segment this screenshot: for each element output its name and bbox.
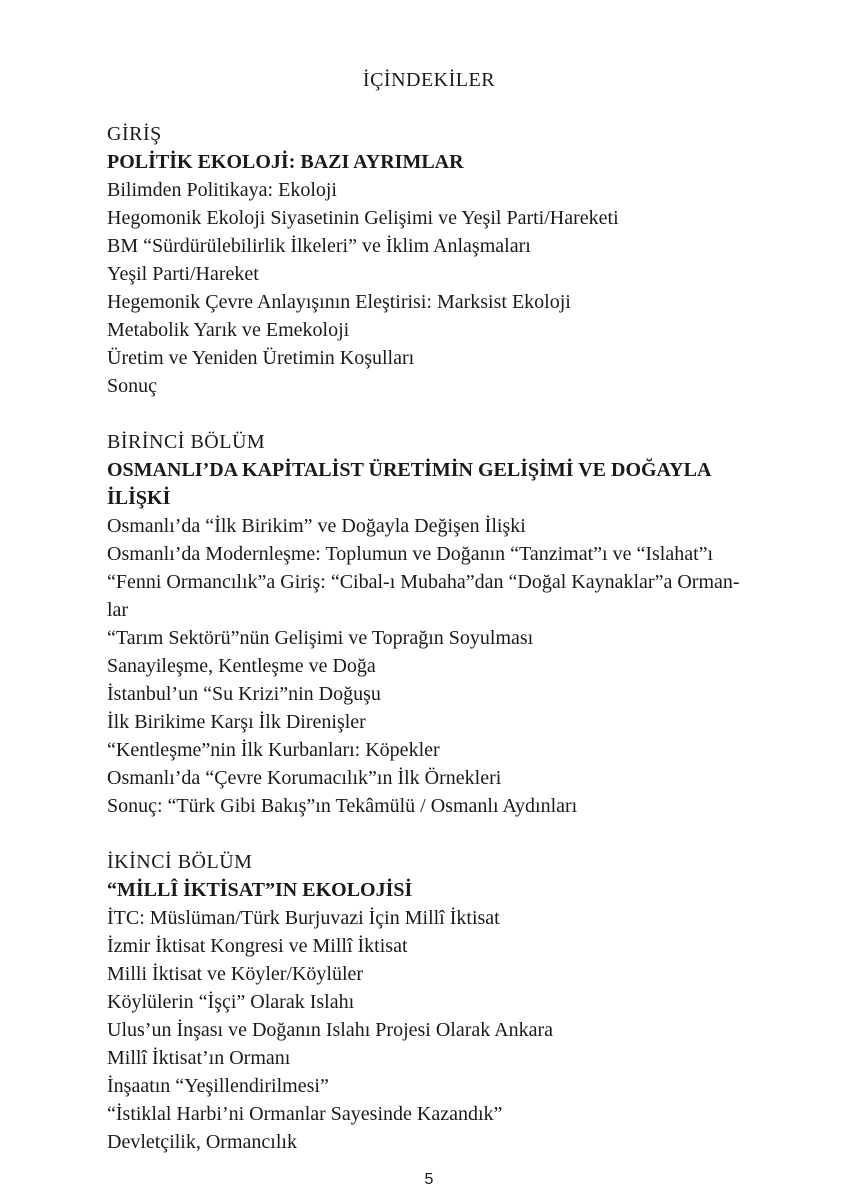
toc-entry[interactable]: Hegomonik Ekoloji Siyasetinin Gelişimi ve Yeşil Parti/Hareketi (107, 207, 619, 229)
toc-entry[interactable]: “İstiklal Harbi’ni Ormanlar Sayesinde Kazandık” (107, 1103, 503, 1125)
toc-entry[interactable]: Millî İktisat’ın Ormanı (107, 1047, 291, 1069)
section-label: İKİNCİ BÖLÜM (107, 851, 253, 873)
toc-entry[interactable]: Osmanlı’da “İlk Birikim” ve Doğayla Değişen İlişki (107, 515, 526, 537)
toc-entry[interactable]: “Fenni Ormancılık”a Giriş: “Cibal-ı Mubaha”dan “Doğal Kaynaklar”a Orman- (107, 571, 740, 593)
section-ikinci-bolum (107, 848, 787, 1156)
toc-entry[interactable]: “Tarım Sektörü”nün Gelişimi ve Toprağın Soyulması (107, 627, 534, 649)
toc-entry[interactable]: Hegemonik Çevre Anlayışının Eleştirisi: Marksist Ekoloji (107, 291, 571, 313)
toc-entry[interactable]: İnşaatın “Yeşillendirilmesi” (107, 1075, 329, 1097)
toc-entry[interactable]: BM “Sürdürülebilirlik İlkeleri” ve İklim Anlaşmaları (107, 235, 531, 257)
toc-entry[interactable]: Metabolik Yarık ve Emekoloji (107, 319, 350, 341)
toc-entry[interactable]: Ulus’un İnşası ve Doğanın Islahı Projesi Olarak Ankara (107, 1019, 554, 1041)
section-heading: POLİTİK EKOLOJİ: BAZI AYRIMLAR (107, 151, 464, 173)
section-birinci-bolum (107, 428, 787, 820)
toc-entry[interactable]: Sonuç: “Türk Gibi Bakış”ın Tekâmülü / Osmanlı Aydınları (107, 795, 578, 817)
section-label: GİRİŞ (107, 123, 162, 145)
toc-entry[interactable]: İTC: Müslüman/Türk Burjuvazi İçin Millî İktisat (107, 907, 500, 929)
toc-entry[interactable]: Bilimden Politikaya: Ekoloji (107, 179, 337, 201)
page-title: İÇİNDEKİLER (362, 69, 496, 91)
toc-entry[interactable]: Sonuç (107, 375, 157, 397)
toc-entry[interactable]: “Kentleşme”nin İlk Kurbanları: Köpekler (107, 739, 440, 761)
toc-entry[interactable]: İstanbul’un “Su Krizi”nin Doğuşu (107, 683, 381, 705)
toc-entry[interactable]: Devletçilik, Ormancılık (107, 1131, 297, 1153)
toc-entry[interactable]: Osmanlı’da “Çevre Korumacılık”ın İlk Örnekleri (107, 767, 502, 789)
toc-entry[interactable]: Köylülerin “İşçi” Olarak Islahı (107, 991, 355, 1013)
table-of-contents (107, 120, 787, 1184)
toc-entry[interactable]: Milli İktisat ve Köyler/Köylüler (107, 963, 364, 985)
section-label: BİRİNCİ BÖLÜM (107, 431, 266, 453)
section-giris (107, 120, 787, 400)
toc-entry[interactable]: İzmir İktisat Kongresi ve Millî İktisat (107, 935, 408, 957)
toc-entry[interactable]: Sanayileşme, Kentleşme ve Doğa (107, 655, 376, 677)
toc-entry[interactable]: lar (107, 599, 129, 621)
toc-entry[interactable]: İlk Birikime Karşı İlk Direnişler (107, 711, 366, 733)
toc-entry[interactable]: Yeşil Parti/Hareket (107, 263, 259, 285)
toc-entry[interactable]: Osmanlı’da Modernleşme: Toplumun ve Doğanın “Tanzimat”ı ve “Islahat”ı (107, 543, 714, 565)
page-number: 5 (424, 1171, 434, 1188)
section-heading: OSMANLI’DA KAPİTALİST ÜRETİMİN GELİŞİMİ VE DOĞAYLA İLİŞKİ (107, 459, 711, 509)
section-heading: “MİLLÎ İKTİSAT”IN EKOLOJİSİ (107, 879, 413, 901)
toc-entry[interactable]: Üretim ve Yeniden Üretimin Koşulları (107, 347, 415, 369)
